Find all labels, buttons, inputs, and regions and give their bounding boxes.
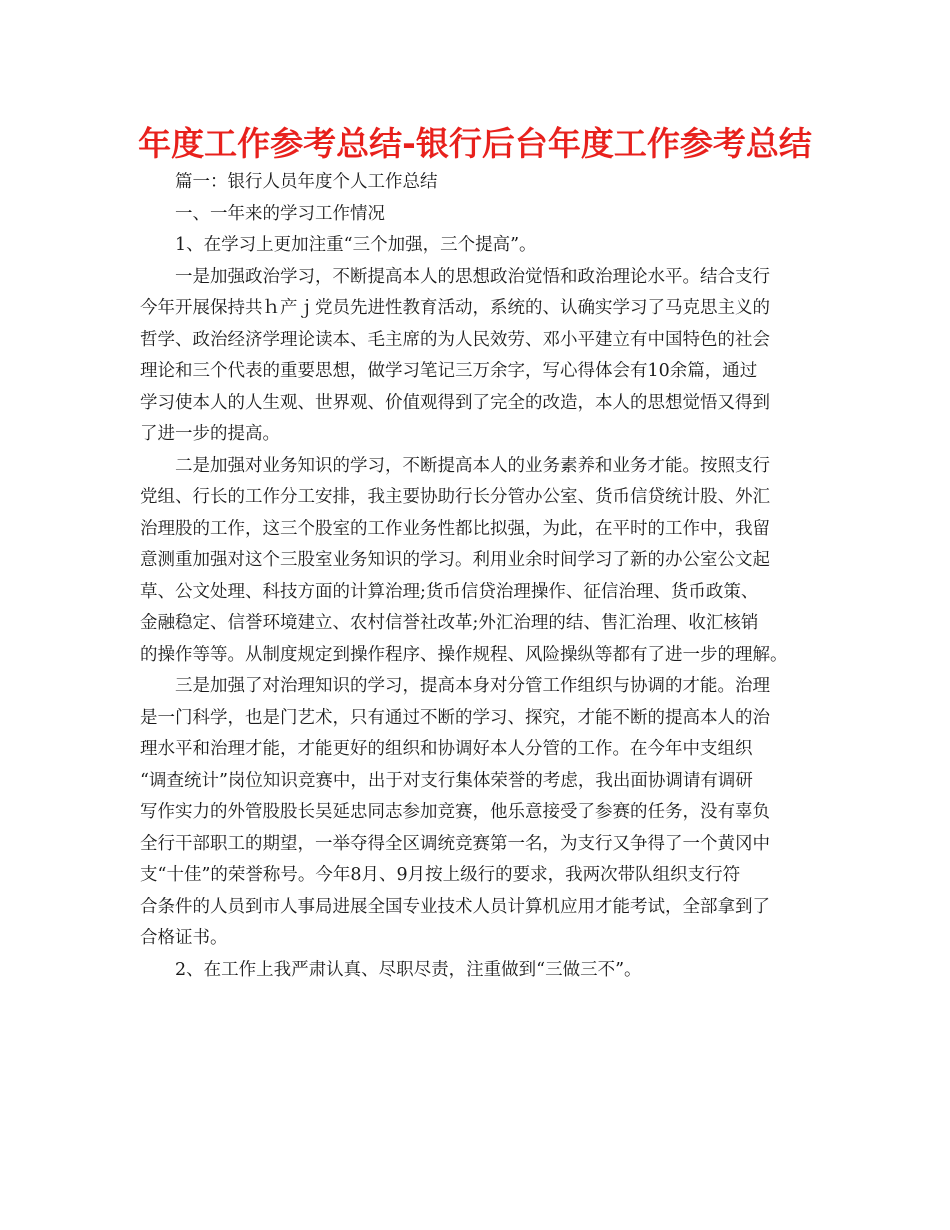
paragraph-line: 1、在学习上更加注重“三个加强，三个提高”。 — [175, 235, 537, 255]
paragraph-political-study — [140, 262, 815, 451]
paragraph-line: 三是加强了对治理知识的学习，提高本身对分管工作组织与协调的才能。治理 — [175, 676, 770, 696]
paragraph-line: 金融稳定、信誉环境建立、农村信誉社改革;外汇治理的结、售汇治理、收汇核销 — [140, 613, 759, 633]
paragraph-line: 一、一年来的学习工作情况 — [175, 203, 385, 224]
paragraph-heading-3 — [140, 230, 815, 262]
paragraph-line: 意测重加强对这个三股室业务知识的学习。利用业余时间学习了新的办公室公文起 — [140, 550, 770, 570]
paragraph-line: “调查统计”岗位知识竞赛中，出于对支行集体荣誉的考虑，我出面协调请有调研 — [140, 770, 753, 791]
paragraph-line: 的操作等等。从制度规定到操作程序、操作规程、风险操纵等都有了进一步的理解。 — [140, 644, 788, 665]
paragraph-management-study — [140, 671, 815, 955]
paragraph-line: 理水平和治理才能，才能更好的组织和协调好本人分管的工作。在今年中支组织 — [140, 739, 753, 759]
paragraph-line: 今年开展保持共ｈ产ｊ党员先进性教育活动，系统的、认确实学习了马克思主义的 — [140, 298, 770, 318]
paragraph-line: 党组、行长的工作分工安排，我主要协助行长分管办公室、货币信贷统计股、外汇 — [140, 487, 770, 507]
paragraph-line: 支“十佳”的荣誉称号。今年8月、9月按上级行的要求，我两次带队组织支行符 — [140, 865, 741, 885]
paragraph-line: 全行干部职工的期望，一举夺得全区调统竞赛第一名，为支行又争得了一个黄冈中 — [140, 833, 770, 854]
paragraph-line: 了进一步的提高。 — [140, 424, 280, 444]
document-title: 年度工作参考总结-银行后台年度工作参考总结 — [138, 124, 812, 163]
paragraph-line: 2、在工作上我严肃认真、尽职尽责，注重做到“三做三不”。 — [175, 959, 642, 980]
paragraph-line: 哲学、政治经济学理论读本、毛主席的为人民效劳、邓小平建立有中国特色的社会 — [140, 329, 770, 350]
paragraph-line: 写作实力的外管股股长吴延忠同志参加竞赛，他乐意接受了参赛的任务，没有辜负 — [140, 802, 770, 822]
paragraph-heading-1 — [140, 167, 815, 199]
paragraph-line: 理论和三个代表的重要思想，做学习笔记三万余字，写心得体会有10余篇，通过 — [140, 361, 758, 381]
document-body — [140, 167, 815, 986]
paragraph-line: 学习使本人的人生观、世界观、价值观得到了完全的改造，本人的思想觉悟又得到 — [140, 392, 770, 413]
paragraph-line: 一是加强政治学习，不断提高本人的思想政治觉悟和政治理论水平。结合支行 — [175, 266, 770, 287]
paragraph-line: 二是加强对业务知识的学习，不断提高本人的业务素养和业务才能。按照支行 — [175, 455, 770, 476]
paragraph-line: 是一门科学，也是门艺术，只有通过不断的学习、探究，才能不断的提高本人的治 — [140, 707, 770, 728]
paragraph-line: 治理股的工作，这三个股室的工作业务性都比拟强，为此，在平时的工作中，我留 — [140, 518, 770, 539]
paragraph-line: 草、公文处理、科技方面的计算治理;货币信贷治理操作、征信治理、货币政策、 — [140, 581, 759, 602]
paragraph-heading-2 — [140, 199, 815, 231]
paragraph-line: 篇一：银行人员年度个人工作总结 — [175, 172, 438, 192]
paragraph-business-study — [140, 451, 815, 672]
paragraph-work-heading — [140, 955, 815, 987]
paragraph-line: 合条件的人员到市人事局进展全国专业技术人员计算机应用才能考试，全部拿到了 — [140, 896, 770, 917]
paragraph-line: 合格证书。 — [140, 928, 228, 948]
